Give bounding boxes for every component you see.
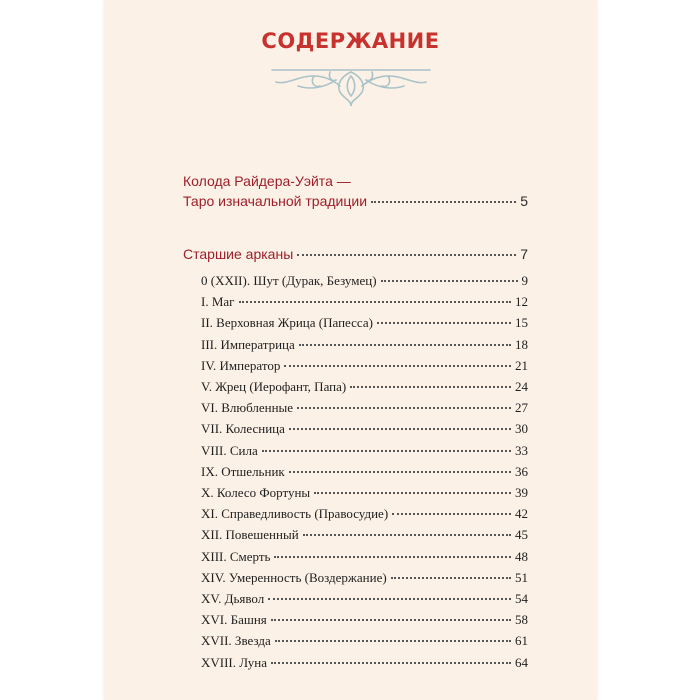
dot-leader — [239, 301, 512, 303]
dot-leader — [299, 344, 511, 346]
toc-item[interactable] — [201, 549, 528, 565]
toc-item-page: 64 — [515, 654, 528, 670]
toc-item-label: XVIII. Луна — [201, 654, 267, 670]
toc-item-page: 48 — [515, 548, 528, 564]
dot-leader — [262, 450, 511, 452]
toc-item-label: II. Верховная Жрица (Папесса) — [201, 315, 373, 331]
dot-leader — [271, 619, 511, 621]
toc-item-page: 45 — [515, 527, 528, 543]
toc-item[interactable] — [201, 273, 528, 289]
toc-item-label: I. Маг — [201, 294, 235, 310]
toc-item-label: IV. Император — [201, 357, 281, 373]
toc-item[interactable] — [201, 570, 528, 586]
toc-item-label: XIV. Умеренность (Воздержание) — [201, 569, 387, 585]
dot-leader — [297, 254, 516, 256]
toc-item-page: 15 — [515, 315, 528, 331]
dot-leader — [314, 492, 511, 494]
page-title: СОДЕРЖАНИЕ — [261, 29, 440, 53]
toc-item-label: XI. Справедливость (Правосудие) — [201, 506, 389, 522]
toc-item-page: 24 — [515, 379, 528, 394]
dot-leader — [297, 407, 511, 409]
toc-item-page: 18 — [515, 336, 528, 352]
toc-item[interactable] — [201, 591, 528, 607]
toc-item-page: 9 — [521, 273, 528, 288]
dot-leader — [371, 201, 516, 203]
dot-leader — [268, 598, 511, 600]
toc-item-label: IX. Отшельник — [201, 463, 285, 479]
toc-item-label: X. Колесо Фортуны — [201, 485, 311, 500]
toc-intro-line1[interactable]: Колода Райдера-Уэйта — — [183, 173, 351, 189]
toc-item-page: 36 — [515, 463, 528, 479]
toc-item-label: III. Императрица — [201, 336, 295, 352]
toc-item[interactable] — [201, 337, 528, 353]
ornament-icon — [270, 62, 432, 106]
toc-item-page: 42 — [515, 506, 528, 522]
dot-leader — [391, 577, 511, 579]
toc-item-page: 12 — [515, 294, 528, 310]
toc-major-arcana[interactable] — [183, 246, 528, 262]
toc-item-page: 54 — [515, 591, 528, 606]
dot-leader — [350, 386, 511, 388]
dot-leader — [274, 556, 511, 558]
toc-item[interactable] — [201, 294, 528, 310]
dot-leader — [377, 322, 511, 324]
toc-item[interactable] — [201, 485, 528, 501]
toc-item[interactable] — [201, 612, 528, 628]
toc-item-page: 61 — [515, 633, 528, 649]
toc-major-page: 7 — [520, 246, 528, 262]
toc-intro-page: 5 — [520, 193, 528, 209]
toc-item-label: XV. Дьявол — [201, 591, 265, 606]
toc-item[interactable] — [201, 400, 528, 416]
toc-item-page: 30 — [515, 421, 528, 437]
toc-item-label: VII. Колесница — [201, 421, 285, 437]
dot-leader — [275, 640, 511, 642]
dot-leader — [303, 534, 511, 536]
toc-item-page: 27 — [515, 400, 528, 416]
toc-intro[interactable] — [183, 193, 528, 209]
dot-leader — [284, 365, 511, 367]
toc-item[interactable] — [201, 527, 528, 543]
toc-item-page: 21 — [515, 357, 528, 373]
dot-leader — [392, 513, 511, 515]
toc-item-label: V. Жрец (Иерофант, Папа) — [201, 379, 347, 394]
toc-item-label: VIII. Сила — [201, 442, 258, 458]
toc-item[interactable] — [201, 633, 528, 649]
toc-item-label: XIII. Смерть — [201, 548, 271, 564]
toc-item[interactable] — [201, 379, 528, 395]
toc-item[interactable] — [201, 506, 528, 522]
dot-leader — [381, 280, 518, 282]
dot-leader — [271, 662, 511, 664]
toc-item[interactable] — [201, 443, 528, 459]
toc-item-page: 33 — [515, 442, 528, 458]
toc-item-label: XVII. Звезда — [201, 633, 271, 649]
toc-item[interactable] — [201, 358, 528, 374]
toc-item[interactable] — [201, 464, 528, 480]
book-page — [104, 0, 597, 700]
toc-item[interactable] — [201, 315, 528, 331]
toc-item[interactable] — [201, 655, 528, 671]
toc-item-page: 39 — [515, 485, 528, 500]
toc-item-page: 51 — [515, 569, 528, 585]
toc-item-page: 58 — [515, 612, 528, 628]
dot-leader — [289, 471, 511, 473]
toc-item[interactable] — [201, 421, 528, 437]
toc-item-label: VI. Влюбленные — [201, 400, 294, 416]
toc-item-label: XII. Повешенный — [201, 527, 299, 543]
dot-leader — [289, 428, 511, 430]
toc-major-label: Старшие арканы — [183, 246, 294, 262]
toc-item-label: 0 (XXII). Шут (Дурак, Безумец) — [201, 273, 377, 288]
toc-item-label: XVI. Башня — [201, 612, 267, 628]
toc-intro-label: Таро изначальной традиции — [183, 193, 368, 209]
